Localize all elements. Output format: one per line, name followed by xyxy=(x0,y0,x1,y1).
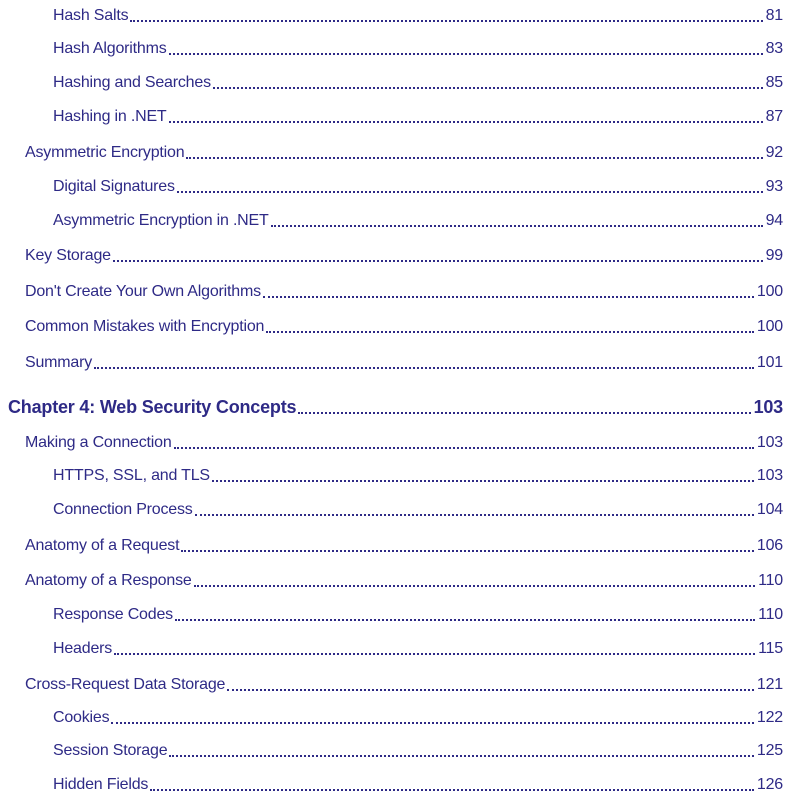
dot-leader xyxy=(195,514,754,516)
dot-leader xyxy=(150,789,754,791)
toc-entry-title: Response Codes xyxy=(53,606,173,623)
chapter-title: Chapter 4: Web Security Concepts xyxy=(8,397,297,417)
toc-entry-title: Asymmetric Encryption in .NET xyxy=(53,212,269,229)
toc-entry-title: Anatomy of a Request xyxy=(25,537,180,554)
toc-entry-title: Headers xyxy=(53,640,113,657)
toc-entry-title: Cross-Request Data Storage xyxy=(25,676,226,693)
toc-entry xyxy=(53,498,783,522)
toc-entry-title: Don't Create Your Own Algorithms xyxy=(25,283,261,300)
toc-entry-page: 104 xyxy=(756,501,783,518)
toc-entry xyxy=(53,464,783,488)
toc-entry-title: HTTPS, SSL, and TLS xyxy=(53,467,210,484)
toc-entry xyxy=(25,351,783,375)
toc-entry xyxy=(53,739,783,763)
toc-entry xyxy=(53,37,783,61)
toc-entry xyxy=(53,105,783,129)
dot-leader xyxy=(298,412,750,414)
dot-leader xyxy=(212,480,754,482)
toc-entry-page: 103 xyxy=(756,467,783,484)
toc-entry-page: 99 xyxy=(765,247,783,264)
toc-entry-title: Hash Salts xyxy=(53,7,129,24)
toc-entry-title: Hidden Fields xyxy=(53,776,149,793)
dot-leader xyxy=(271,225,763,227)
dot-leader xyxy=(114,653,755,655)
toc-entry-page: 100 xyxy=(756,283,783,300)
toc-entry xyxy=(25,673,783,697)
dot-leader xyxy=(169,755,753,757)
toc-entry xyxy=(53,637,783,661)
dot-leader xyxy=(111,722,753,724)
toc-entry-title: Hashing in .NET xyxy=(53,108,167,125)
toc-entry-title: Anatomy of a Response xyxy=(25,572,192,589)
toc-entry-title: Common Mistakes with Encryption xyxy=(25,318,265,335)
toc-entry xyxy=(53,773,783,797)
toc-entry-title: Hashing and Searches xyxy=(53,74,211,91)
toc-entry xyxy=(53,71,783,95)
toc-entry-title: Asymmetric Encryption xyxy=(25,144,185,161)
toc-entry xyxy=(25,534,783,558)
dot-leader xyxy=(174,447,754,449)
toc-entry-page: 93 xyxy=(765,178,783,195)
toc-entry-page: 110 xyxy=(758,606,783,623)
dot-leader xyxy=(130,20,762,22)
dot-leader xyxy=(194,585,756,587)
dot-leader xyxy=(175,619,755,621)
toc-entry xyxy=(25,315,783,339)
toc-entry-page: 94 xyxy=(765,212,783,229)
dot-leader xyxy=(263,296,754,298)
dot-leader xyxy=(169,121,763,123)
toc-entry-page: 122 xyxy=(756,709,783,726)
toc-entry xyxy=(53,209,783,233)
toc-entry-title: Hash Algorithms xyxy=(53,40,167,57)
dot-leader xyxy=(186,157,762,159)
toc-entry-page: 81 xyxy=(765,7,783,24)
toc-entry-page: 83 xyxy=(765,40,783,57)
dot-leader xyxy=(181,550,754,552)
toc-entry-page: 87 xyxy=(765,108,783,125)
toc-entry-title: Cookies xyxy=(53,709,110,726)
toc-entry xyxy=(25,431,783,455)
toc-entry-page: 101 xyxy=(756,354,783,371)
toc-entry-page: 92 xyxy=(765,144,783,161)
toc-entry-title: Session Storage xyxy=(53,742,168,759)
dot-leader xyxy=(94,367,754,369)
toc-entry-page: 100 xyxy=(756,318,783,335)
toc-entry xyxy=(53,603,783,627)
dot-leader xyxy=(113,260,763,262)
toc-entry-page: 126 xyxy=(756,776,783,793)
toc-entry-page: 106 xyxy=(756,537,783,554)
toc-entry-page: 125 xyxy=(756,742,783,759)
toc-entry-title: Summary xyxy=(25,354,93,371)
toc-entry xyxy=(53,706,783,730)
toc-entry-page: 115 xyxy=(758,640,783,657)
dot-leader xyxy=(213,87,763,89)
dot-leader xyxy=(169,53,763,55)
toc-entry-title: Making a Connection xyxy=(25,434,172,451)
toc-entry xyxy=(25,141,783,165)
toc-entry-page: 121 xyxy=(756,676,783,693)
toc-entry xyxy=(25,244,783,268)
toc-entry xyxy=(53,4,783,28)
dot-leader xyxy=(227,689,754,691)
chapter-page: 103 xyxy=(753,397,783,417)
toc-entry xyxy=(25,569,783,593)
toc-entry-title: Digital Signatures xyxy=(53,178,175,195)
dot-leader xyxy=(266,331,754,333)
toc-entry xyxy=(53,175,783,199)
toc-entry-title: Key Storage xyxy=(25,247,111,264)
toc-entry-page: 85 xyxy=(765,74,783,91)
toc-entry-title: Connection Process xyxy=(53,501,193,518)
dot-leader xyxy=(177,191,763,193)
toc-entry-page: 103 xyxy=(756,434,783,451)
chapter-heading xyxy=(8,393,783,421)
toc-entry xyxy=(25,280,783,304)
toc-entry-page: 110 xyxy=(758,572,783,589)
